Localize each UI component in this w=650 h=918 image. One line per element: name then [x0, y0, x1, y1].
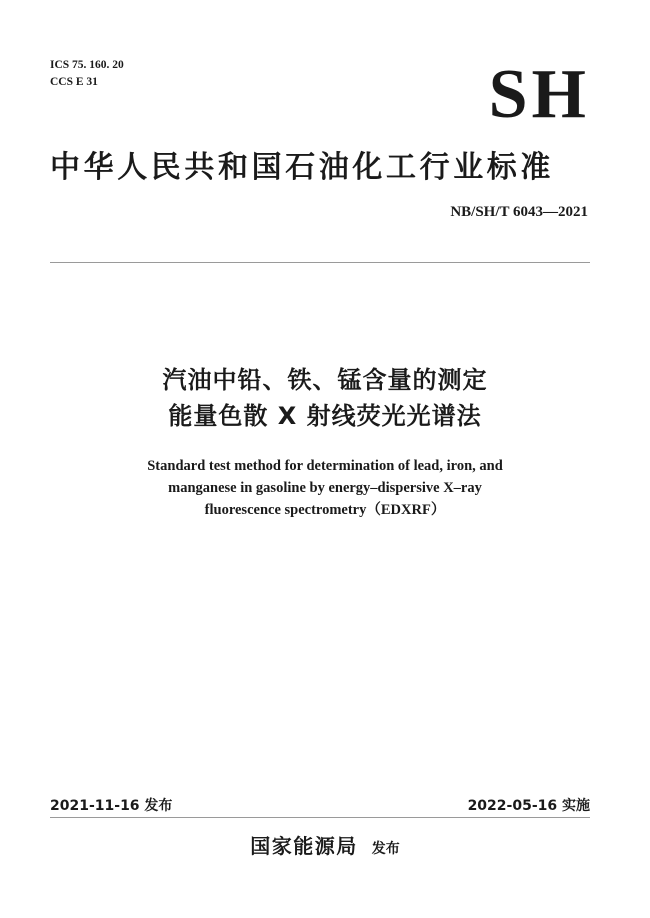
english-title-line-3: fluorescence spectrometry（EDXRF）	[204, 502, 446, 518]
english-title-line-2: manganese in gasoline by energy–dispersive X–ray	[168, 480, 482, 496]
english-title-line-1: Standard test method for determination of lead, iron, and	[147, 458, 503, 474]
implementation-date: 2022-05-16 实施	[467, 798, 590, 814]
standard-code: NB/SH/T 6043—2021	[450, 204, 588, 220]
bottom-divider	[50, 817, 590, 818]
issuer-action: 发布	[371, 841, 400, 857]
english-title	[0, 455, 650, 521]
standard-type-title: 中华人民共和国石油化工行业标准	[50, 150, 554, 185]
ics-code: ICS 75. 160. 20	[50, 59, 124, 71]
issuer-organization: 国家能源局	[250, 834, 358, 858]
chinese-title-line-2: 能量色散 X 射线荧光光谱法	[168, 402, 482, 430]
ccs-code: CCS E 31	[50, 76, 98, 88]
issue-date: 2021-11-16 发布	[50, 798, 173, 814]
sh-logo: SH	[488, 56, 590, 133]
top-divider	[50, 262, 590, 263]
classification-codes	[50, 57, 124, 91]
issuer	[0, 830, 650, 859]
chinese-title-line-1: 汽油中铅、铁、锰含量的测定	[162, 366, 488, 394]
chinese-title	[0, 362, 650, 434]
